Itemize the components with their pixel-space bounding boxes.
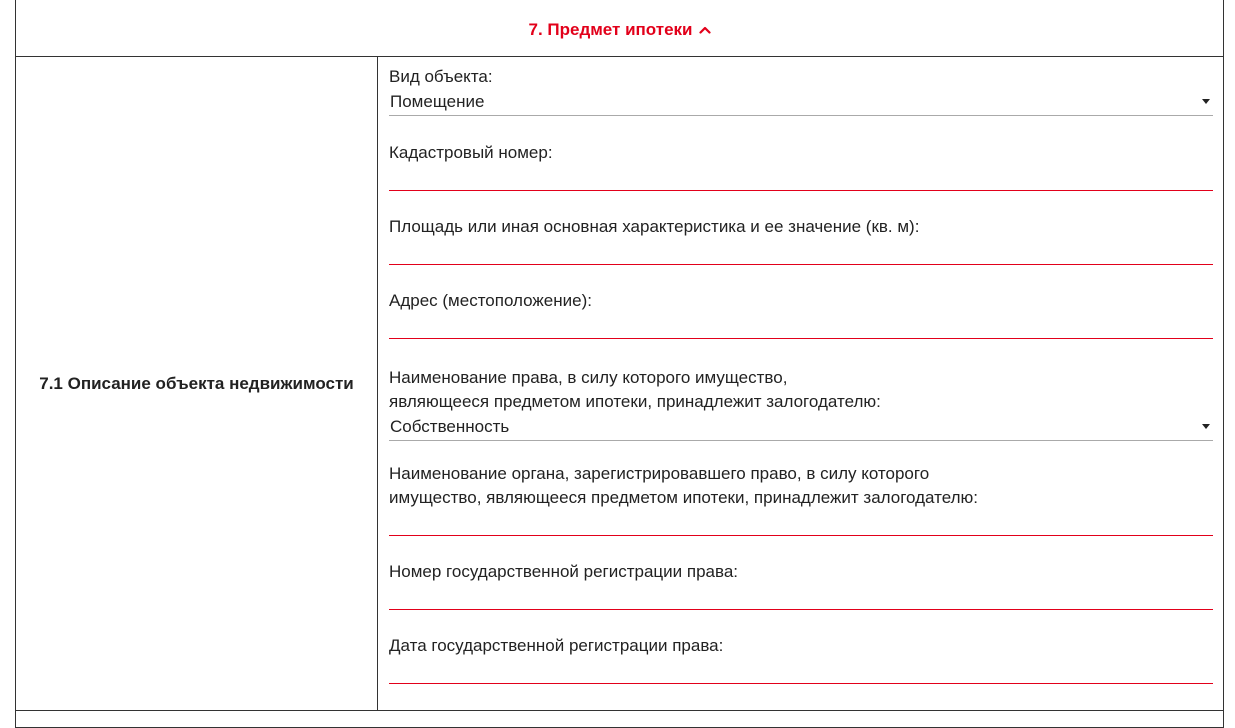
section-title: 7. Предмет ипотеки <box>528 20 693 39</box>
chevron-up-icon <box>699 25 711 35</box>
object-type-field <box>389 65 1213 116</box>
address-label: Адрес (местоположение): <box>389 291 592 310</box>
cadastral-number-label: Кадастровый номер: <box>389 143 553 162</box>
caret-down-icon <box>1202 99 1210 104</box>
cadastral-number-input[interactable] <box>389 165 1213 191</box>
section-toggle[interactable] <box>528 20 710 40</box>
right-name-select[interactable] <box>389 414 1213 441</box>
registration-date-label: Дата государственной регистрации права: <box>389 636 724 655</box>
registration-number-input[interactable] <box>389 584 1213 610</box>
area-label: Площадь или иная основная характеристика и ее значение (кв. м): <box>389 217 920 236</box>
area-input[interactable] <box>389 239 1213 265</box>
registration-number-field <box>389 560 1213 610</box>
registering-authority-field <box>389 462 1213 536</box>
row-label: 7.1 Описание объекта недвижимости <box>39 373 354 393</box>
right-name-label-line2: являющееся предметом ипотеки, принадлежит залогодателю: <box>389 392 881 411</box>
table-divider <box>16 710 1223 711</box>
registering-authority-label-line1: Наименование органа, зарегистрировавшего право, в силу которого <box>389 464 930 483</box>
registration-date-input[interactable] <box>389 658 1213 684</box>
right-name-label-line1: Наименование права, в силу которого имущество, <box>389 368 788 387</box>
cadastral-number-field <box>389 141 1213 191</box>
object-type-value: Помещение <box>390 92 485 111</box>
right-name-value: Собственность <box>390 417 510 436</box>
area-field <box>389 215 1213 265</box>
address-field <box>389 289 1213 339</box>
row-label-cell <box>16 57 378 710</box>
caret-down-icon <box>1202 424 1210 429</box>
object-type-label: Вид объекта: <box>389 67 493 86</box>
registering-authority-label-line2: имущество, являющееся предметом ипотеки, принадлежит залогодателю: <box>389 488 978 507</box>
registration-number-label: Номер государственной регистрации права: <box>389 562 739 581</box>
registration-date-field <box>389 634 1213 684</box>
address-input[interactable] <box>389 313 1213 339</box>
right-name-field <box>389 366 1213 441</box>
object-type-select[interactable] <box>389 89 1213 116</box>
registering-authority-input[interactable] <box>389 510 1213 536</box>
section-header <box>16 4 1223 57</box>
